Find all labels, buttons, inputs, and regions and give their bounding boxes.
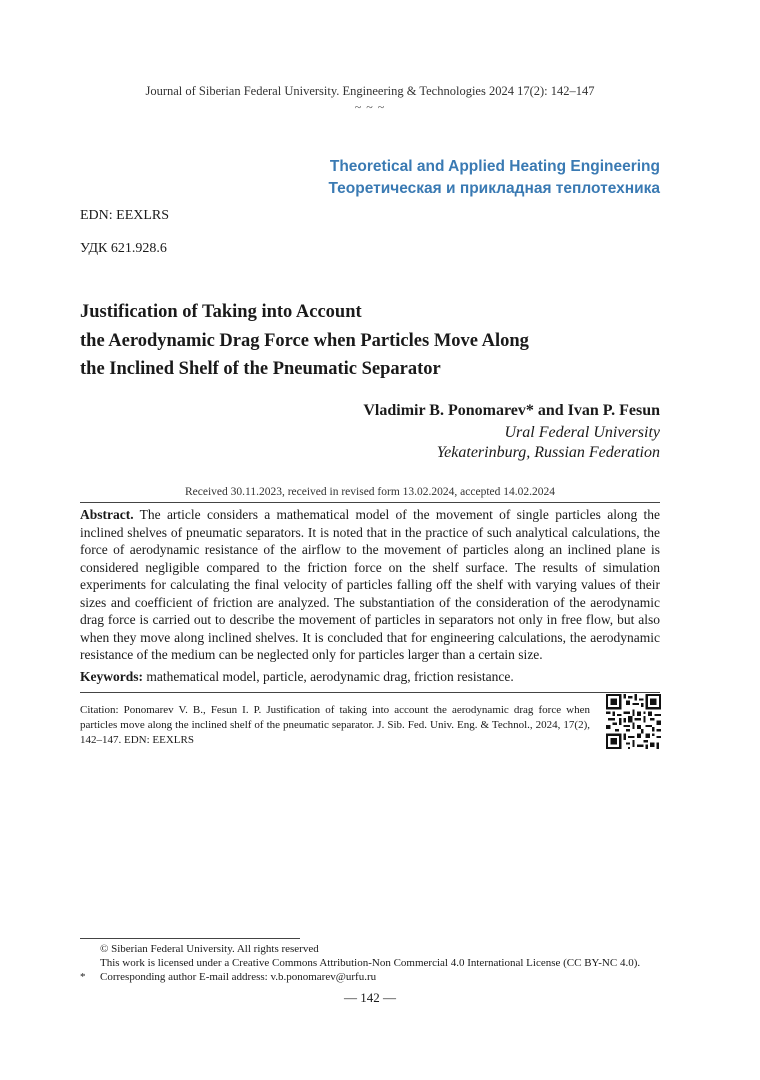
journal-header: Journal of Siberian Federal University. Engineering & Technologies 2024 17(2): 142–147 [145,84,595,98]
footnote-license: This work is licensed under a Creative Commons Attribution-Non Commercial 4.0 International License (CC BY-NC 4.0). [100,957,641,969]
footnote-star-marker: * [80,971,86,983]
abstract-top-divider [80,502,660,503]
received-dates: Received 30.11.2023, received in revised form 13.02.2024, accepted 14.02.2024 [184,486,556,498]
section-title-en: Theoretical and Applied Heating Engineering [329,158,660,175]
footnote-corresponding-author: Corresponding author E-mail address: v.b.ponomarev@urfu.ru [100,971,377,983]
title-line-3: the Inclined Shelf of the Pneumatic Separator [80,359,441,379]
abstract-label: Abstract. [80,507,134,522]
section-title-ru: Теоретическая и прикладная теплотехника [328,180,660,197]
keywords [80,668,660,685]
authors: Vladimir B. Ponomarev* and Ivan P. Fesun [363,402,660,419]
title-line-1: Justification of Taking into Account [80,302,362,322]
title-line-2: the Aerodynamic Drag Force when Particles Move Along [80,330,529,351]
article-title [80,298,660,384]
footnote-divider [80,938,300,939]
citation-divider [80,692,660,693]
affiliation-university: Ural Federal University [504,424,660,441]
header-ornament: ~ ~ ~ [354,100,386,114]
qr-code-icon [606,694,661,749]
affiliation-location: Yekaterinburg, Russian Federation [436,444,660,461]
keywords-text: mathematical model, particle, aerodynamic drag, friction resistance. [143,669,514,684]
footnote-copyright: © Siberian Federal University. All rights reserved [100,943,319,955]
abstract [80,506,660,664]
citation: Citation: Ponomarev V. B., Fesun I. P. Justification of taking into account the aerodynamic drag force when particles move along the inclined shelf of the pneumatic separator. J. Sib. Fed. Univ. Eng. & Technol., 2024, 17(2), 142–147. EDN: EEXLRS [80,704,590,746]
abstract-text: The article considers a mathematical model of the movement of single particles along the inclined shelves of pneumatic separators. It is noted that in the practice of such analytical calculations, the force of aerodynamic resistance of the airflow to the movement of particles along an inclined plane is considered negligible compared to the friction force on the shelf surface. The results of simulation experiments for calculating the final velocity of particles falling off the shelf with varying values of their sizes and coefficient of friction are analyzed. The substantiation of the consideration of the aerodynamic drag force is carried out to describe the movement of particles in separators not only in free flow, but also when they move along inclined shelves. It is concluded that for engineering calculations, the aerodynamic resistance of the medium can be neglected only for particles larger than a certain size. [80,507,660,662]
page-number: — 142 — [344,990,396,1005]
udk-code: УДК 621.928.6 [80,241,167,256]
keywords-label: Keywords: [80,669,143,684]
edn-code: EDN: EEXLRS [80,208,170,223]
